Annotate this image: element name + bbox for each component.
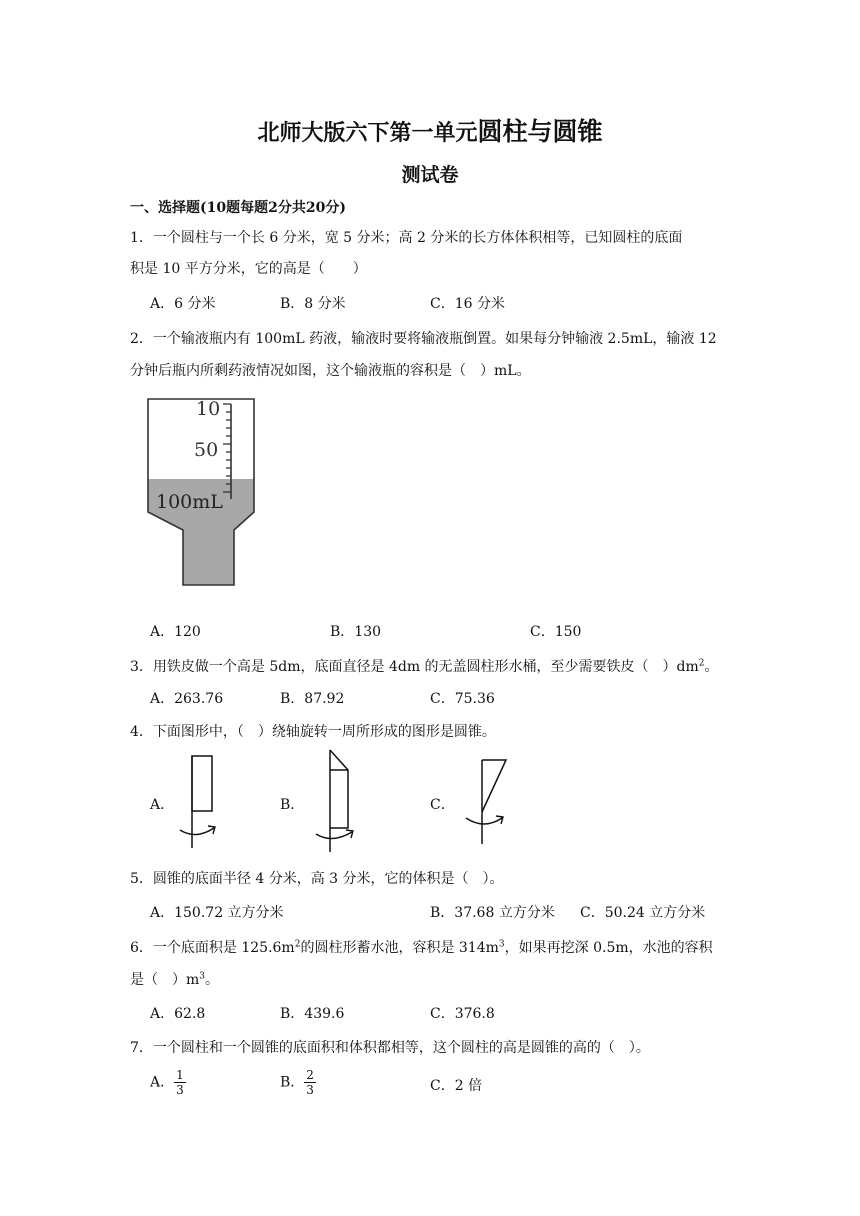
title-main: 圆柱与圆锥 (477, 117, 603, 146)
q6-option-a: A．62.8 (150, 1006, 206, 1022)
q4-option-a: A． (150, 797, 175, 813)
bottle-label-10: 10 (196, 398, 221, 420)
q5-option-a: A．150.72 立方分米 (150, 905, 284, 921)
q3-text-line1 (130, 656, 719, 676)
q1-option-a: A．6 分米 (150, 296, 216, 312)
q4-option-b: B． (280, 797, 305, 813)
q7-a-denominator: 3 (176, 1083, 184, 1097)
q2-option-a: A．120 (150, 624, 201, 640)
q6-sup1: 2 (294, 939, 301, 950)
page-title (0, 112, 860, 148)
q2-option-b: B．130 (330, 624, 382, 640)
q2-option-c: C．150 (530, 624, 582, 640)
q1-text-line1: 1．一个圆柱与一个长 6 分米，宽 5 分米；高 2 分米的长方体体积相等，已知圆柱的底面 (130, 230, 683, 246)
q5-option-b: B．37.68 立方分米 (430, 905, 555, 921)
q1-text-line2: 积是 10 平方分米，它的高是（ ） (130, 261, 367, 277)
q6-text-line1 (130, 937, 713, 957)
q4-option-c: C． (430, 797, 455, 813)
q6-text-pre: 6．一个底面积是 125.6m (130, 940, 295, 956)
q1-option-b: B．8 分米 (280, 296, 346, 312)
q3-option-a: A．263.76 (150, 691, 224, 707)
q6-sup3: 3 (199, 971, 206, 982)
q7-option-a (150, 1068, 186, 1097)
section-heading: 一、选择题(10题每题2分共20分) (130, 200, 346, 216)
q7-option-a-fraction (174, 1068, 186, 1097)
q3-option-c: C．75.36 (430, 691, 495, 707)
q2-text-line2: 分钟后瓶内所剩药液情况如图，这个输液瓶的容积是（ ）mL。 (130, 363, 531, 379)
q4-text-line1: 4．下面图形中，（ ）绕轴旋转一周所形成的图形是圆锥。 (130, 724, 496, 740)
q7-text-line1: 7．一个圆柱和一个圆锥的底面积和体积都相等，这个圆柱的高是圆锥的高的（ ）。 (130, 1040, 650, 1056)
q3-option-b: B．87.92 (280, 691, 345, 707)
q7-option-b-fraction (304, 1068, 316, 1097)
q7-option-c: C．2 倍 (430, 1078, 483, 1094)
q7-a-numerator: 1 (176, 1068, 184, 1082)
q3-text-post: 。 (704, 659, 719, 675)
q4-figure-a (172, 752, 228, 852)
q7-b-numerator: 2 (306, 1068, 314, 1082)
q6-sup2: 3 (498, 939, 505, 950)
q5-text-line1: 5．圆锥的底面半径 4 分米，高 3 分米，它的体积是（ ）。 (130, 871, 504, 887)
q4-figure-c (458, 756, 514, 846)
q3-sup: 2 (698, 658, 705, 669)
q5-option-c: C．50.24 立方分米 (580, 905, 706, 921)
q6-line2-post: 。 (205, 972, 220, 988)
q6-text-mid: 的圆柱形蓄水池，容积是 314m (300, 940, 499, 956)
page-subtitle: 测试卷 (401, 164, 459, 186)
q3-text-pre: 3．用铁皮做一个高是 5dm，底面直径是 4dm 的无盖圆柱形水桶，至少需要铁皮（ ）dm (130, 659, 699, 675)
q2-text-line1: 2．一个输液瓶内有 100mL 药液，输液时要将输液瓶倒置。如果每分钟输液 2.5mL，输液 12 (130, 331, 717, 347)
q7-option-b-label: B． (280, 1074, 305, 1091)
q6-text-post: ，如果再挖深 0.5m，水池的容积 (504, 940, 713, 956)
q4-figure-b (308, 748, 364, 854)
q7-option-a-label: A． (150, 1074, 175, 1091)
title-prefix: 北师大版六下第一单元 (257, 120, 478, 146)
q6-line2-pre: 是（ ）m (130, 972, 200, 988)
q7-b-denominator: 3 (306, 1083, 314, 1097)
q1-option-c: C．16 分米 (430, 296, 505, 312)
iv-bottle-figure (140, 392, 270, 592)
bottle-label-50: 50 (194, 439, 219, 461)
q6-option-b: B．439.6 (280, 1006, 345, 1022)
bottle-label-100ml: 100mL (156, 491, 223, 513)
q6-option-c: C．376.8 (430, 1006, 495, 1022)
q7-option-b (280, 1068, 316, 1097)
q6-text-line2 (130, 969, 219, 989)
